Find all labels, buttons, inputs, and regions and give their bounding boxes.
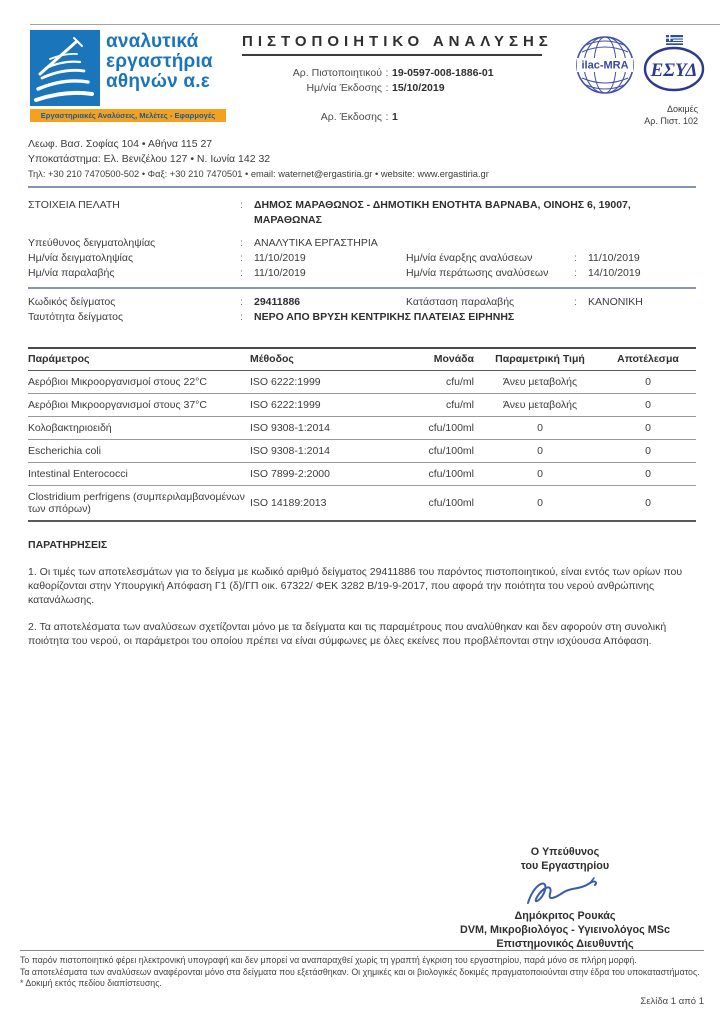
footer <box>20 950 704 1007</box>
issue-date-row <box>242 81 542 96</box>
analysis-end-value: 14/10/2019 <box>588 267 641 279</box>
signatory-name: Δημόκριτος Ρουκάς <box>514 910 616 922</box>
table-row <box>28 463 696 486</box>
table-cell: ISO 9308-1:2014 <box>250 417 408 440</box>
logo-waves-icon <box>30 30 100 106</box>
company-logo <box>30 30 226 127</box>
analysis-start-value: 11/10/2019 <box>588 252 640 264</box>
sampler-row <box>28 236 696 251</box>
company-name-line2: εργαστήρια <box>106 51 213 73</box>
table-cell: cfu/100ml <box>408 486 480 522</box>
table-cell: 0 <box>480 417 602 440</box>
divider-rule <box>28 287 696 289</box>
table-cell: ISO 6222:1999 <box>250 394 408 417</box>
top-rule <box>30 24 720 25</box>
svg-text:ilac-MRA: ilac-MRA <box>581 59 629 72</box>
table-cell: Αερόβιοι Μικροοργανισμοί στους 22°C <box>28 371 250 394</box>
certificate-number-row <box>242 66 542 81</box>
table-header-row <box>28 348 696 371</box>
esyd-caption-tests: Δοκιμές <box>666 104 698 114</box>
header-result: Αποτέλεσμα <box>602 348 696 371</box>
table-cell: 0 <box>602 371 696 394</box>
table-cell: ISO 9308-1:2014 <box>250 440 408 463</box>
sample-id-row <box>28 310 696 325</box>
table-cell: Κολοβακτηριοειδή <box>28 417 250 440</box>
table-row <box>28 417 696 440</box>
svg-text:ΕΣΥΔ: ΕΣΥΔ <box>650 60 698 81</box>
sample-code-row <box>28 295 696 310</box>
remarks-paragraph-2: 2. Τα αποτελέσματα των αναλύσεων σχετίζονται μόνο με τα δείγματα και τις παραμέτρους που αναλύθηκαν και δεν αφορούν στη συνολική ποιότητα του νερού, οι παράμετροι του οποίου πρέπει να είναι σύμφωνες με όλες εκείνες που προβλέπονται στην ισχύουσα Απόφαση. <box>28 621 667 647</box>
sample-id-value: ΝΕΡΟ ΑΠΟ ΒΡΥΣΗ ΚΕΝΤΡΙΚΗΣ ΠΛΑΤΕΙΑΣ ΕΙΡΗΝΗΣ <box>254 311 515 323</box>
table-cell: ISO 7899-2:2000 <box>250 463 408 486</box>
sampling-date-row <box>28 251 696 266</box>
table-cell: Clostridium perfrigens (συμπεριλαμβανομένων των σπόρων) <box>28 486 250 522</box>
edition-row <box>242 110 542 125</box>
sample-id-label: Ταυτότητα δείγματος <box>28 311 124 323</box>
accreditation-block <box>558 30 706 127</box>
table-cell: ISO 14189:2013 <box>250 486 408 522</box>
footer-line1: Το παρόν πιστοποιητικό φέρει ηλεκτρονική υπογραφή και δεν μπορεί να αναπαραχθεί χωρίς τη γραπτή έγκριση του εργαστηρίου, παρά μόνο σε πλήρη μορφή. <box>20 955 637 965</box>
address-line1: Λεωφ. Βασ. Σοφίας 104 • Αθήνα 115 27 <box>28 138 213 150</box>
header-method: Μέθοδος <box>250 348 408 371</box>
receipt-state-value: ΚΑΝΟΝΙΚΗ <box>588 296 643 308</box>
table-cell: 0 <box>602 463 696 486</box>
analysis-start-label: Ημ/νία έναρξης αναλύσεων <box>406 252 533 264</box>
company-name <box>100 30 213 106</box>
analysis-end-label: Ημ/νία περάτωσης αναλύσεων <box>406 267 549 279</box>
contact-line: Τηλ: +30 210 7470500-502 • Φαξ: +30 210 7470501 • email: waternet@ergastiria.gr • website: www.ergastiria.gr <box>28 169 489 179</box>
client-row <box>28 198 696 228</box>
table-cell: 0 <box>480 486 602 522</box>
table-cell: cfu/100ml <box>408 417 480 440</box>
results-table-body <box>28 371 696 522</box>
signatory-role-line1: Ο Υπεύθυνος <box>530 846 600 858</box>
divider-rule <box>28 186 696 188</box>
client-section <box>28 198 696 325</box>
signature-block <box>430 845 700 951</box>
signatory-position: Επιστημονικός Διευθυντής <box>496 938 634 950</box>
issue-date-label: Ημ/νία Έκδοσης <box>306 82 382 94</box>
ilac-mra-icon <box>574 34 636 101</box>
edition-label: Αρ. Έκδοσης <box>320 111 382 123</box>
table-cell: cfu/ml <box>408 394 480 417</box>
footer-line3: * Δοκιμή εκτός πεδίου διαπίστευσης. <box>20 978 162 988</box>
sampler-value: ΑΝΑΛΥΤΙΚΑ ΕΡΓΑΣΤΗΡΙΑ <box>254 237 378 249</box>
header <box>0 30 724 127</box>
esyd-caption-certno: Αρ. Πιστ. 102 <box>644 116 698 126</box>
sample-code-value: 29411886 <box>254 296 301 308</box>
table-cell: cfu/100ml <box>408 463 480 486</box>
header-parameter: Παράμετρος <box>28 348 250 371</box>
table-cell: 0 <box>480 440 602 463</box>
table-cell: 0 <box>602 417 696 440</box>
table-row <box>28 440 696 463</box>
receipt-date-label: Ημ/νία παραλαβής <box>28 267 115 279</box>
table-cell: cfu/100ml <box>408 440 480 463</box>
certificate-number-value: 19-0597-008-1886-01 <box>392 67 494 79</box>
table-cell: ISO 6222:1999 <box>250 371 408 394</box>
header-center <box>226 30 558 127</box>
table-cell: 0 <box>602 440 696 463</box>
table-row <box>28 371 696 394</box>
table-row <box>28 486 696 522</box>
remarks-title: ΠΑΡΑΤΗΡΗΣΕΙΣ <box>28 539 108 551</box>
certificate-number-label: Αρ. Πιστοποιητικού <box>292 67 382 79</box>
signatory-title: DVM, Μικροβιολόγος - Υγιεινολόγος MSc <box>460 924 670 936</box>
table-cell: 0 <box>480 463 602 486</box>
header-unit: Μονάδα <box>408 348 480 371</box>
table-cell: cfu/ml <box>408 371 480 394</box>
results-table <box>28 347 696 522</box>
table-cell: Άνευ μεταβολής <box>480 394 602 417</box>
sampling-date-label: Ημ/νία δειγματοληψίας <box>28 252 134 264</box>
receipt-state-label: Κατάσταση παραλαβής <box>406 296 515 308</box>
table-cell: 0 <box>602 394 696 417</box>
remarks-section <box>28 538 696 648</box>
footer-line2: Τα αποτελέσματα των αναλύσεων αναφέρονται μόνο στα δείγματα που εξετάσθηκαν. Οι χημικές και οι βιολογικές δοκιμές πραγματοποιούνται στην έδρα του υποκαταστήματος. <box>20 966 700 977</box>
document-title: ΠΙΣΤΟΠΟΙΗΤΙΚΟ ΑΝΑΛΥΣΗΣ <box>242 33 542 56</box>
signatory-role-line2: του Εργαστηρίου <box>520 860 610 872</box>
table-cell: 0 <box>602 486 696 522</box>
issue-date-value: 15/10/2019 <box>392 82 445 94</box>
table-cell: Άνευ μεταβολής <box>480 371 602 394</box>
company-name-line3: αθηνών α.ε <box>106 71 210 93</box>
company-tagline: Εργαστηριακές Αναλύσεις, Μελέτες - Εφαρμογές <box>30 109 226 122</box>
sampler-label: Υπεύθυνος δειγματοληψίας <box>28 237 156 249</box>
receipt-date-row <box>28 266 696 281</box>
sample-code-label: Κωδικός δείγματος <box>28 296 116 308</box>
client-value: ΔΗΜΟΣ ΜΑΡΑΘΩΝΟΣ - ΔΗΜΟΤΙΚΗ ΕΝΟΤΗΤΑ ΒΑΡΝΑΒΑ, ΟΙΝΟΗΣ 6, 19007, ΜΑΡΑΘΩΝΑΣ <box>254 199 631 226</box>
address-line2: Υποκατάστημα: Ελ. Βενιζέλου 127 • Ν. Ιωνία 142 32 <box>28 153 271 165</box>
company-name-line1: αναλυτικά <box>106 31 199 52</box>
header-parametric-value: Παραμετρική Τιμή <box>480 348 602 371</box>
table-cell: Escherichia coli <box>28 440 250 463</box>
edition-value: 1 <box>392 111 398 123</box>
table-cell: Intestinal Enterococci <box>28 463 250 486</box>
remarks-paragraph-1: 1. Οι τιμές των αποτελεσμάτων για το δείγμα με κωδικό αριθμό δείγματος 29411886 του παρόντος πιστοποιητικού, είναι εντός των ορίων που καθορίζονται στην Υπουργική Απόφαση Γ1 (δ)/ΓΠ οικ. 67322/ ΦΕΚ 3282 Β/19-9-2017, που αφορά την ποιότητα του νερού ανθρώπινης κατανάλωσης. <box>28 566 683 606</box>
client-label: ΣΤΟΙΧΕΙΑ ΠΕΛΑΤΗ <box>28 199 120 211</box>
address-block <box>28 137 696 182</box>
signature-scribble-icon <box>520 875 610 909</box>
table-cell: Αερόβιοι Μικροοργανισμοί στους 37°C <box>28 394 250 417</box>
esyd-icon <box>642 34 706 101</box>
receipt-date-value: 11/10/2019 <box>254 267 306 279</box>
sampling-date-value: 11/10/2019 <box>254 252 306 264</box>
page-number: Σελίδα 1 από 1 <box>640 995 704 1007</box>
table-row <box>28 394 696 417</box>
